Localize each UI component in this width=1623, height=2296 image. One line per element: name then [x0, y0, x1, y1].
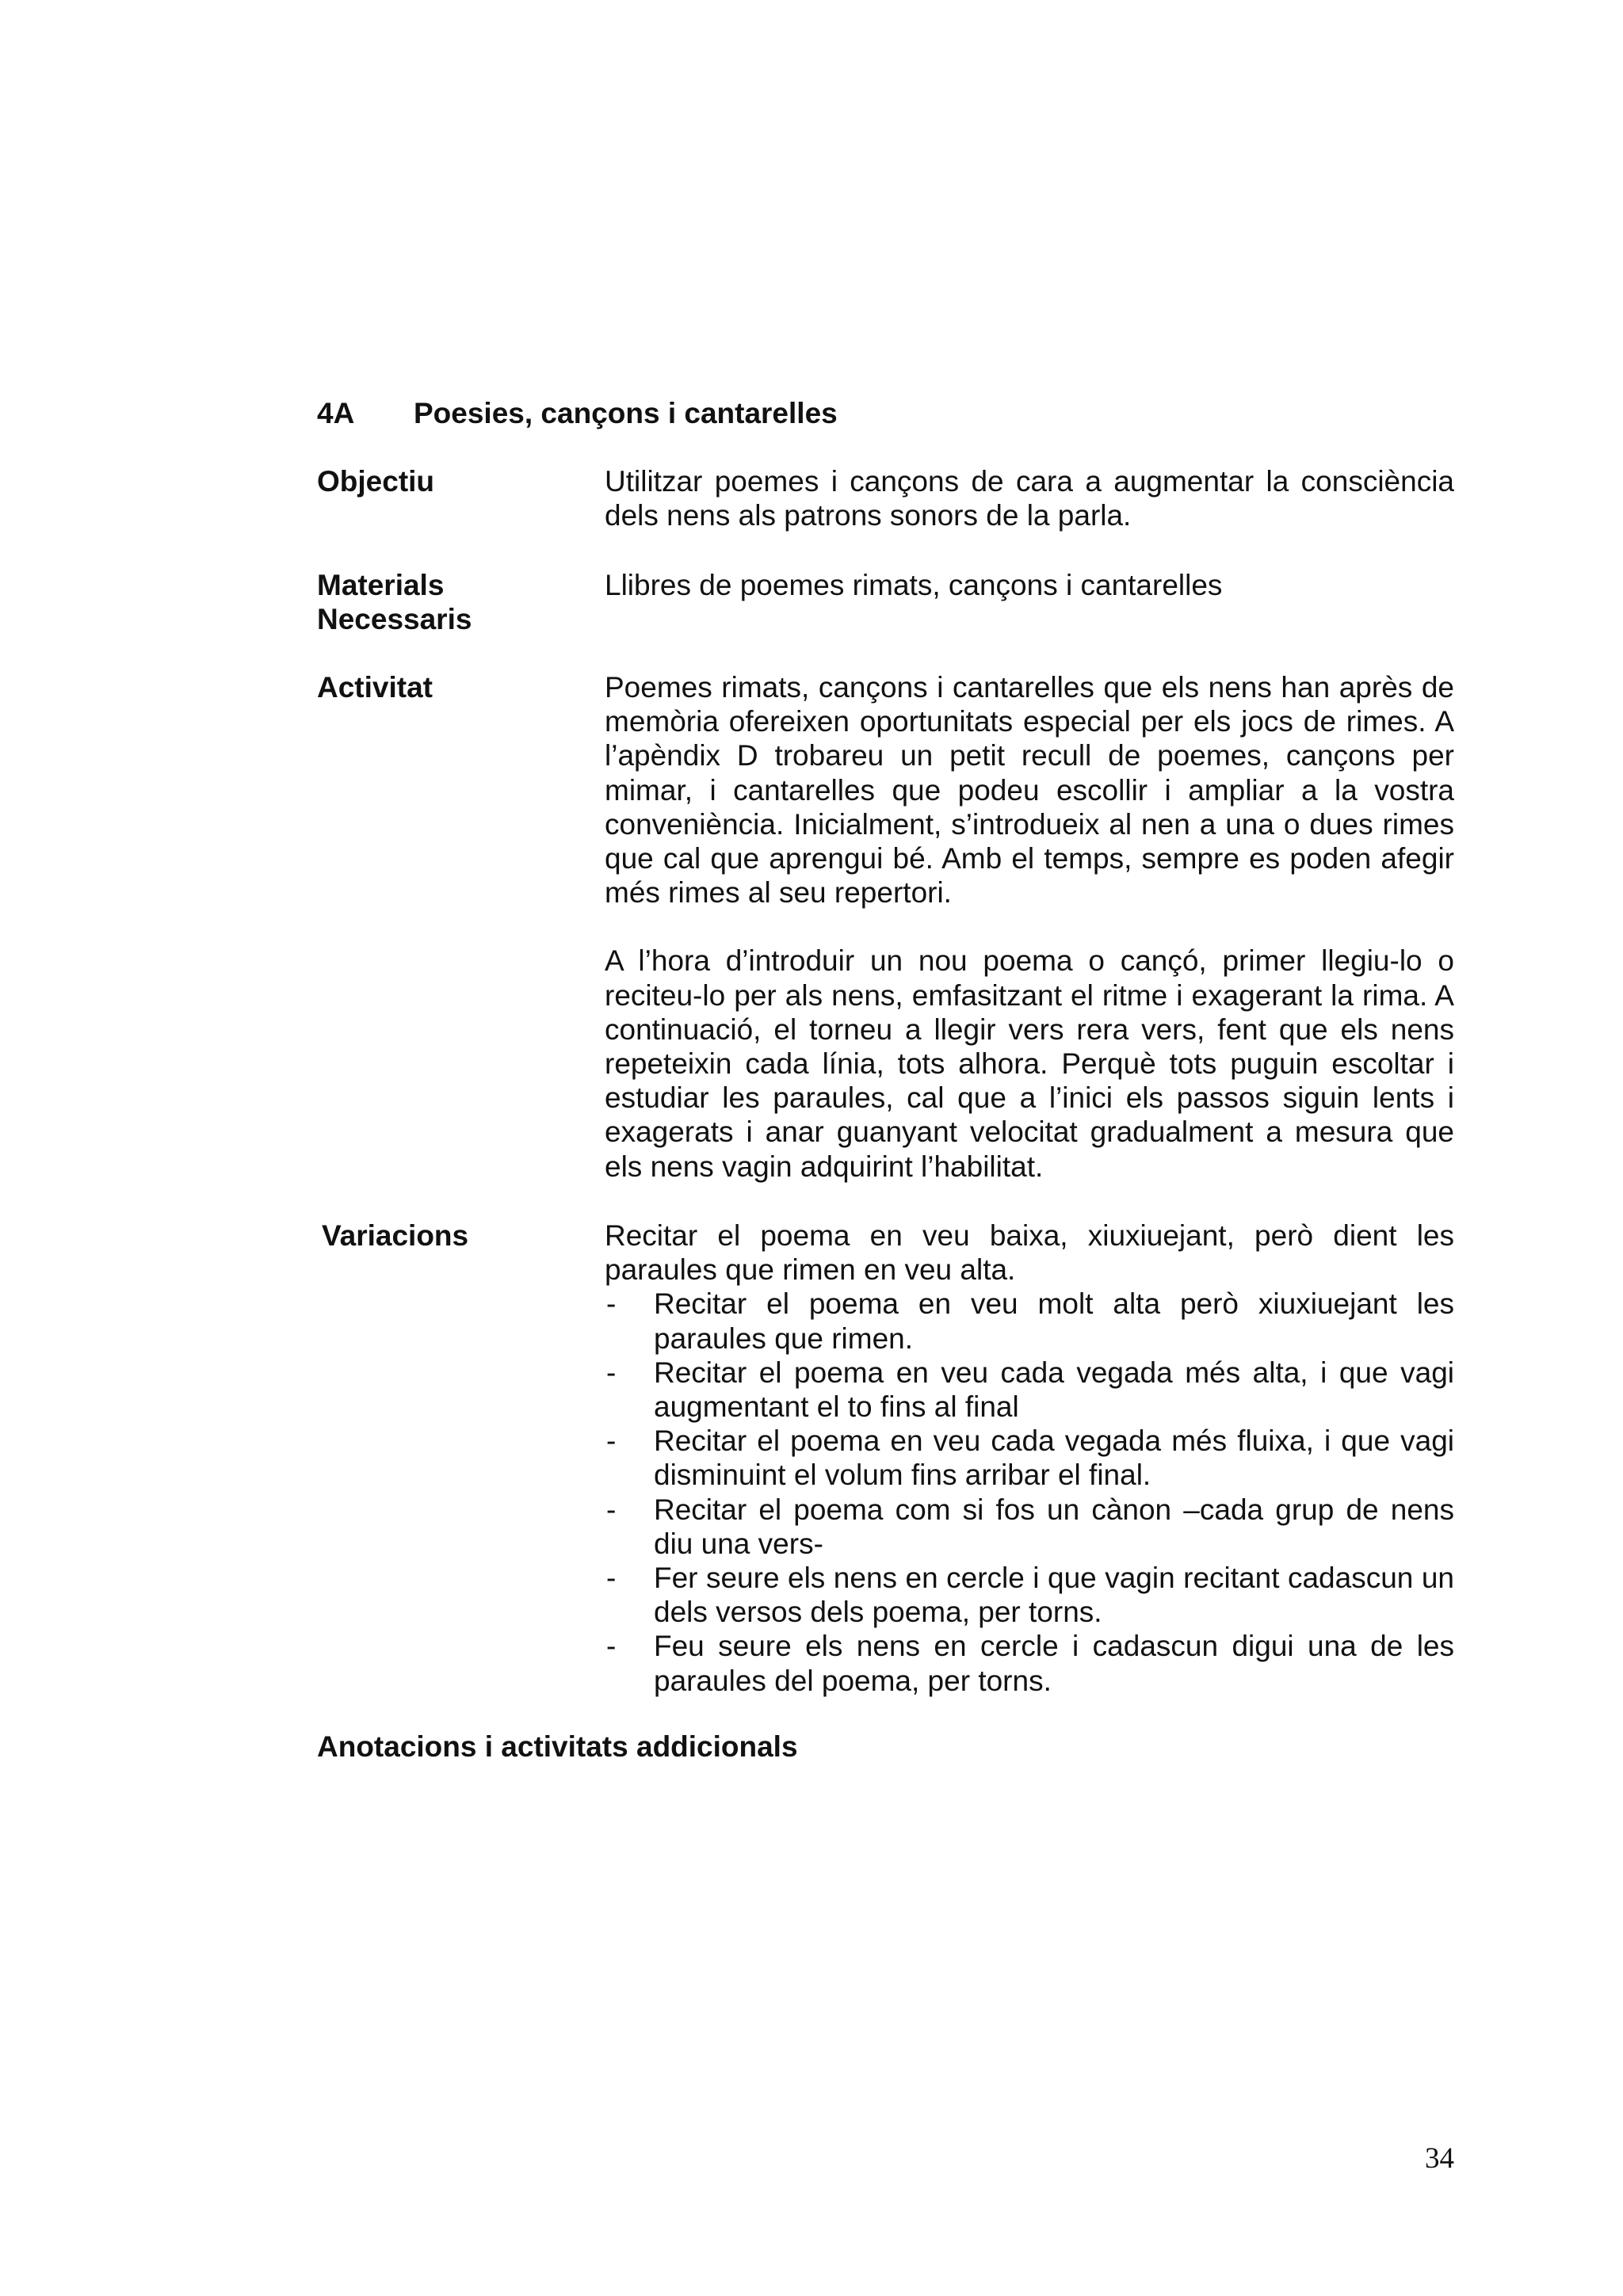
- list-item-text: Recitar el poema en veu cada vegada més alta, i que vagi augmentant el to fins al final: [654, 1356, 1454, 1424]
- bullet-dash: -: [606, 1425, 617, 1458]
- variacions-list: [605, 1287, 1454, 1697]
- bullet-dash: -: [606, 1287, 617, 1321]
- bullet-dash: -: [606, 1493, 617, 1526]
- variacions-intro: Recitar el poema en veu baixa, xiuxiuejant, però dient les paraules que rimen en veu alta.: [605, 1219, 1454, 1287]
- objectiu-label: Objectiu: [317, 465, 435, 498]
- list-item-text: Recitar el poema en veu cada vegada més fluixa, i que vagi disminuint el volum fins arribar el final.: [654, 1425, 1454, 1492]
- materials-label-line1: Materials: [317, 569, 445, 601]
- materials-label: [317, 568, 523, 636]
- activitat-paragraph-1: Poemes rimats, cançons i cantarelles que els nens han après de memòria ofereixen oportunitats especial per els jocs de rimes. A l’apèndix D trobareu un petit recull de poemes, cançons per mimar, i cantarelles que podeu escollir i ampliar a la vostra conveniència. Inicialment, s’introdueix al nen a una o dues rimes que cal que aprengui bé. Amb el temps, sempre es poden afegir més rimes al seu repertori.: [605, 671, 1454, 910]
- section-title: Poesies, cançons i cantarelles: [414, 397, 838, 429]
- list-item-text: Recitar el poema com si fos un cànon –cada grup de nens diu una vers-: [654, 1493, 1454, 1560]
- bullet-dash: -: [606, 1630, 617, 1663]
- activitat-paragraph-2: A l’hora d’introduir un nou poema o cançó, primer llegiu-lo o reciteu-lo per als nens, emfasitzant el ritme i exagerant la rima. A continuació, el torneu a llegir vers rera vers, fent que els nens repeteixin cada línia, tots alhora. Perquè tots puguin escoltar i estudiar les paraules, cal que a l’inici els passos siguin lents i exagerats i anar guanyant velocitat gradualment a mesura que els nens vagin adquirint l’habilitat.: [605, 944, 1454, 1183]
- list-item: [605, 1424, 1454, 1492]
- activitat-text: [605, 670, 1454, 1218]
- anotacions-heading: Anotacions i activitats addicionals: [317, 1730, 798, 1763]
- variacions-label: Variacions: [322, 1219, 469, 1252]
- list-item-text: Feu seure els nens en cercle i cadascun digui una de les paraules del poema, per torns.: [654, 1630, 1454, 1697]
- bullet-dash: -: [606, 1562, 617, 1595]
- variacions-text: [605, 1219, 1454, 1698]
- materials-label-line2: Necessaris: [317, 603, 472, 635]
- section-heading: [317, 396, 838, 431]
- list-item-text: Fer seure els nens en cercle i que vagin recitant cadascun un dels versos dels poema, per torns.: [654, 1562, 1454, 1629]
- list-item: [605, 1493, 1454, 1561]
- materials-text: Llibres de poemes rimats, cançons i cantarelles: [605, 569, 1223, 601]
- bullet-dash: -: [606, 1356, 617, 1389]
- list-item-text: Recitar el poema en veu molt alta però xiuxiuejant les paraules que rimen.: [654, 1287, 1454, 1355]
- page-number: 34: [1425, 2142, 1454, 2175]
- objectiu-text: Utilitzar poemes i cançons de cara a augmentar la consciència dels nens als patrons sonors de la parla.: [605, 465, 1454, 532]
- list-item: [605, 1287, 1454, 1355]
- section-number: 4A: [317, 397, 355, 429]
- list-item: [605, 1629, 1454, 1697]
- activitat-label: Activitat: [317, 671, 433, 704]
- list-item: [605, 1561, 1454, 1629]
- list-item: [605, 1356, 1454, 1424]
